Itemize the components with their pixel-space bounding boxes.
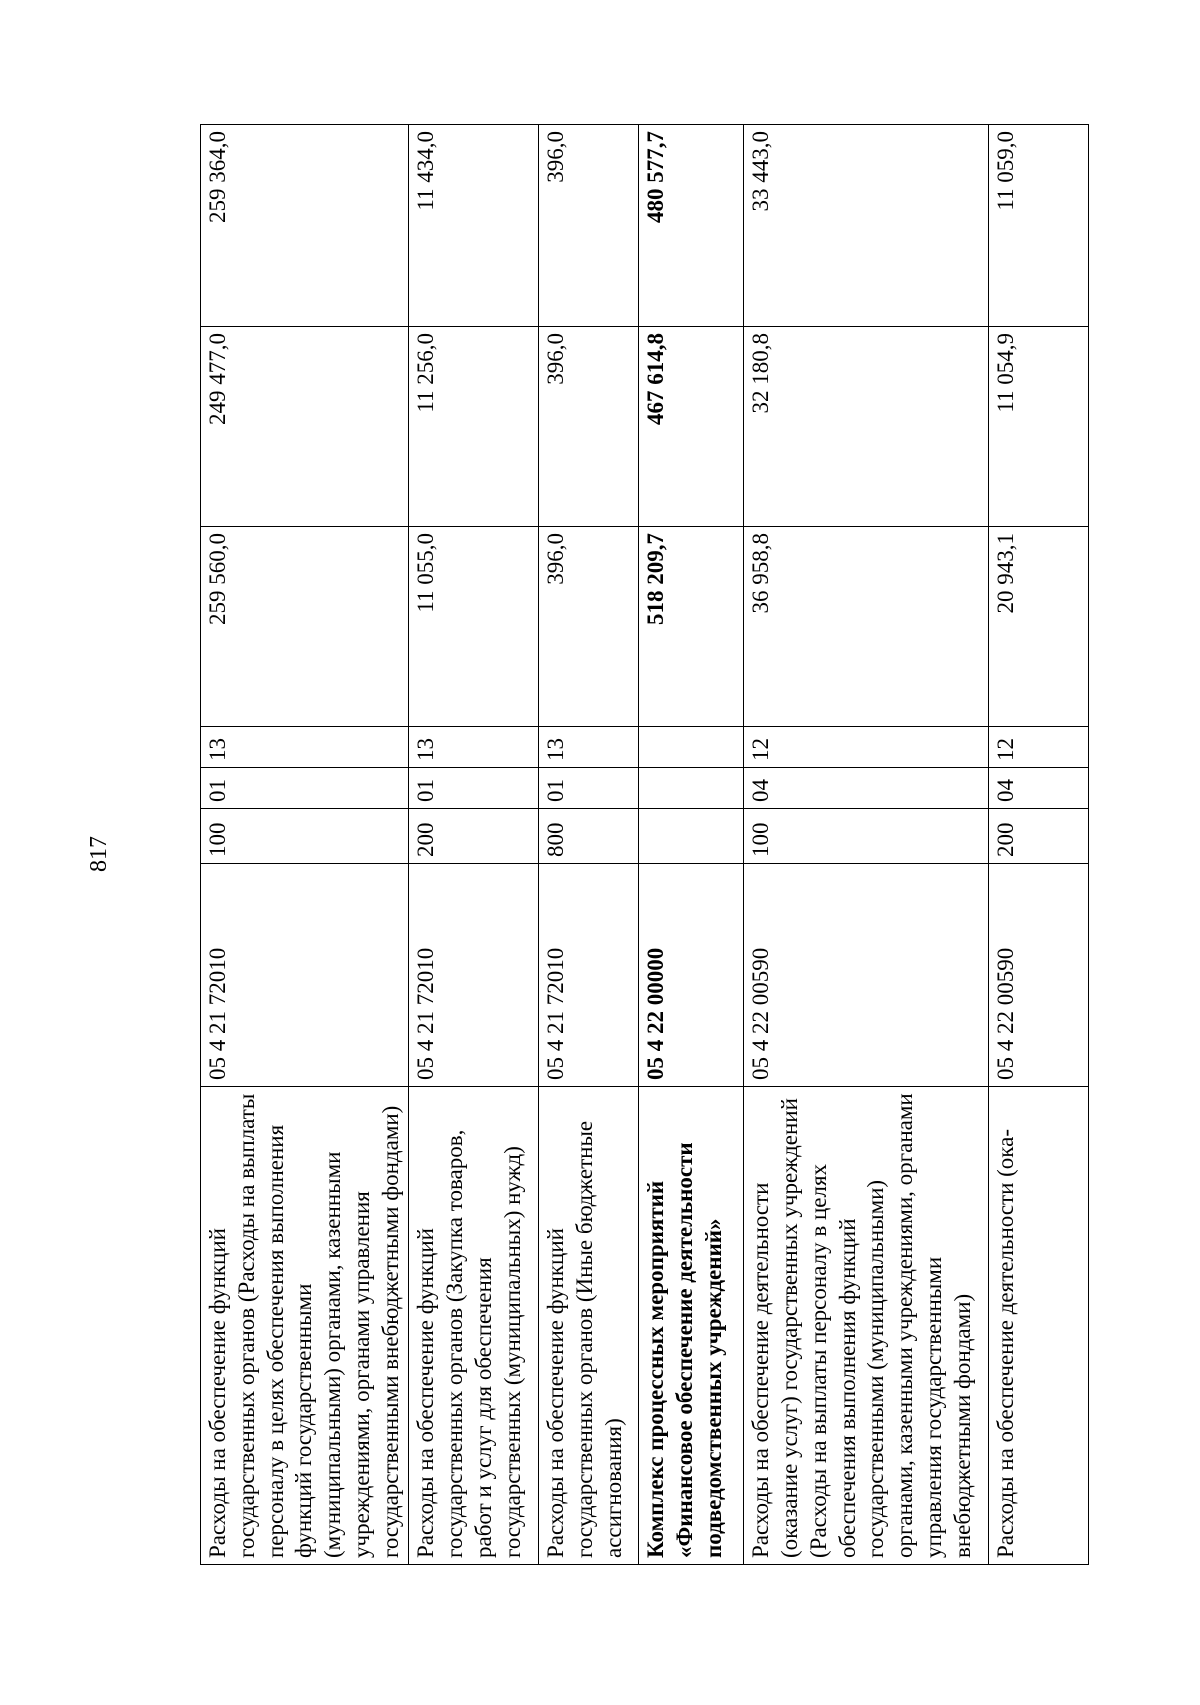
table-row [989, 125, 1089, 1565]
amount-year-2: 467 614,8 [639, 327, 744, 527]
expense-type: 100 [201, 809, 409, 864]
table-row [639, 125, 744, 1565]
row-description: Расходы на обеспечение функций государственных органов (Расходы на выплаты персоналу в целях обеспечения выполнения функций государственными (муниципальными) органами, казенными учреждениями, органами управления государственными внебюджетными фондами) [201, 1087, 409, 1565]
table-row [201, 125, 409, 1565]
row-description: Расходы на обеспечение деятельности (ока- [989, 1087, 1089, 1565]
table-row [539, 125, 639, 1565]
amount-year-3: 480 577,7 [639, 125, 744, 327]
amount-year-1: 11 055,0 [409, 527, 539, 727]
subsection: 12 [744, 727, 989, 768]
amount-year-3: 396,0 [539, 125, 639, 327]
expense-type: 800 [539, 809, 639, 864]
section: 04 [989, 768, 1089, 809]
page-number: 817 [86, 836, 112, 872]
subsection: 12 [989, 727, 1089, 768]
amount-year-1: 20 943,1 [989, 527, 1089, 727]
amount-year-2: 249 477,0 [201, 327, 409, 527]
amount-year-3: 11 434,0 [409, 125, 539, 327]
section: 01 [409, 768, 539, 809]
amount-year-1: 259 560,0 [201, 527, 409, 727]
amount-year-2: 32 180,8 [744, 327, 989, 527]
expense-type: 100 [744, 809, 989, 864]
subsection [639, 727, 744, 768]
section: 04 [744, 768, 989, 809]
section [639, 768, 744, 809]
expense-type: 200 [989, 809, 1089, 864]
program-code: 05 4 22 00000 [639, 864, 744, 1087]
amount-year-2: 396,0 [539, 327, 639, 527]
subsection: 13 [539, 727, 639, 768]
program-code: 05 4 21 72010 [409, 864, 539, 1087]
subsection: 13 [409, 727, 539, 768]
expense-type: 200 [409, 809, 539, 864]
rotated-table-wrapper [200, 125, 1080, 1565]
amount-year-1: 396,0 [539, 527, 639, 727]
amount-year-3: 259 364,0 [201, 125, 409, 327]
expense-type [639, 809, 744, 864]
amount-year-1: 518 209,7 [639, 527, 744, 727]
amount-year-1: 36 958,8 [744, 527, 989, 727]
amount-year-2: 11 054,9 [989, 327, 1089, 527]
amount-year-3: 33 443,0 [744, 125, 989, 327]
row-description: Комплекс процессных мероприятий «Финансовое обеспечение деятельности подведомственных учреждений» [639, 1087, 744, 1565]
amount-year-2: 11 256,0 [409, 327, 539, 527]
row-description: Расходы на обеспечение функций государственных органов (Иные бюджетные ассигнования) [539, 1087, 639, 1565]
amount-year-3: 11 059,0 [989, 125, 1089, 327]
section: 01 [201, 768, 409, 809]
program-code: 05 4 22 00590 [989, 864, 1089, 1087]
section: 01 [539, 768, 639, 809]
table-row [744, 125, 989, 1565]
program-code: 05 4 21 72010 [539, 864, 639, 1087]
subsection: 13 [201, 727, 409, 768]
row-description: Расходы на обеспечение функций государственных органов (Закупка товаров, работ и услуг для обеспечения государственных (муниципальных) нужд) [409, 1087, 539, 1565]
program-code: 05 4 22 00590 [744, 864, 989, 1087]
budget-table [200, 124, 1089, 1565]
table-row [409, 125, 539, 1565]
row-description: Расходы на обеспечение деятельности (оказание услуг) государственных учреждений (Расходы на выплаты персоналу в целях обеспечения выполнения функций государственными (муниципальными) органами, казенными учреждениями, органами управления государственными внебюджетными фондами) [744, 1087, 989, 1565]
program-code: 05 4 21 72010 [201, 864, 409, 1087]
